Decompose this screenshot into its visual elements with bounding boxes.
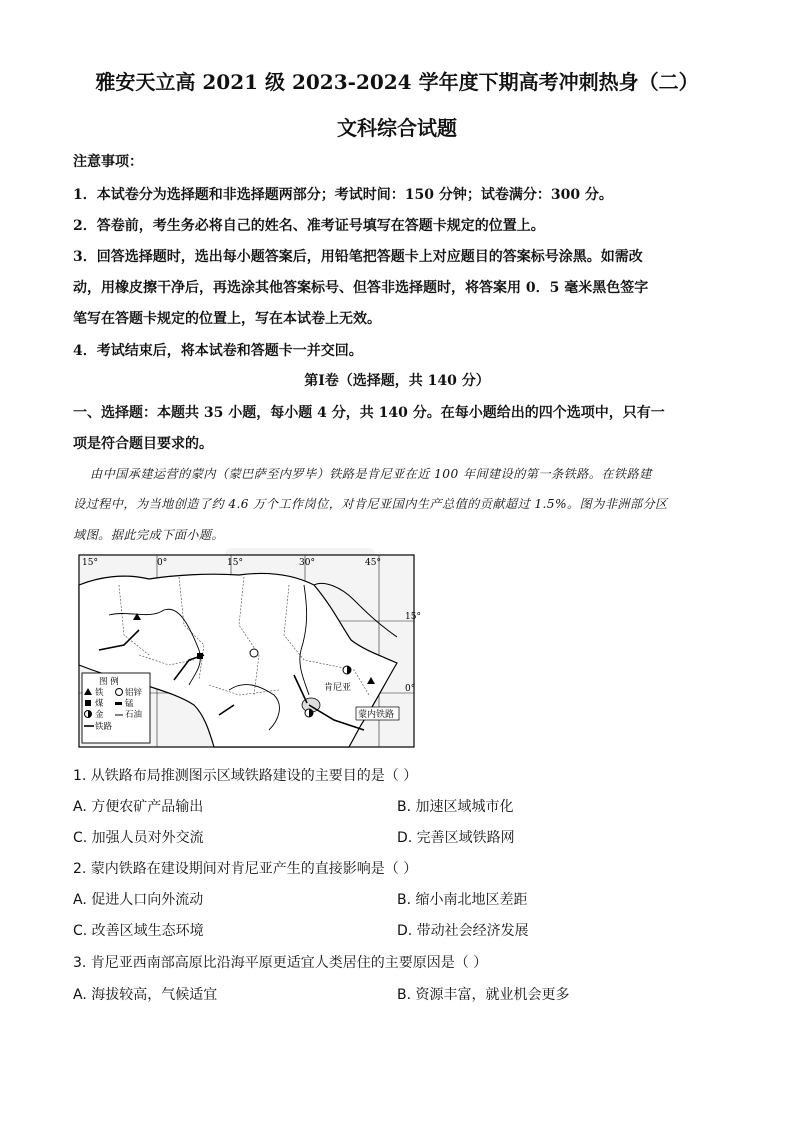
lon-label: 15° bbox=[227, 558, 243, 568]
notice-line-5: 笔写在答题卡规定的位置上，写在本试卷上无效。 bbox=[73, 311, 381, 327]
legend-item: 煤 bbox=[95, 699, 104, 709]
coal-symbol bbox=[197, 653, 203, 659]
legend-item: 石油 bbox=[125, 710, 143, 720]
lon-label: 45° bbox=[365, 558, 381, 568]
legend-item: 铁路 bbox=[95, 722, 113, 732]
section-instruction-1: 一、选择题：本题共 35 小题，每小题 4 分，共 140 分。在每小题给出的四个选项中，只有一 bbox=[73, 405, 665, 421]
q1-option-d[interactable]: D. 完善区域铁路网 bbox=[397, 830, 515, 846]
q2-option-b[interactable]: B. 缩小南北地区差距 bbox=[397, 892, 528, 908]
q3-option-a[interactable]: A. 海拔较高，气候适宜 bbox=[73, 987, 218, 1003]
lon-label: 15° bbox=[82, 558, 98, 568]
legend-title: 图 例 bbox=[99, 677, 119, 687]
q1-option-a[interactable]: A. 方便农矿产品输出 bbox=[73, 799, 204, 815]
notice-line-4: 动，用橡皮擦干净后，再选涂其他答案标号、但答非选择题时，将答案用 0．5 毫米黑色签字 bbox=[73, 280, 649, 296]
q1-option-b[interactable]: B. 加速区域城市化 bbox=[397, 799, 514, 815]
section-instruction-2: 项是符合题目要求的。 bbox=[73, 436, 213, 452]
q2-option-c[interactable]: C. 改善区域生态环境 bbox=[73, 923, 204, 939]
legend-item: 铁 bbox=[95, 688, 104, 698]
question-2-stem: 2. 蒙内铁路在建设期间对肯尼亚产生的直接影响是（ ） bbox=[73, 861, 418, 877]
lat-label: 0° bbox=[405, 684, 416, 694]
exam-title: 雅安天立高 2021 级 2023-2024 学年度下期高考冲刺热身（二） bbox=[95, 70, 699, 94]
q1-option-c[interactable]: C. 加强人员对外交流 bbox=[73, 830, 204, 846]
map-legend bbox=[82, 673, 150, 743]
passage-line-3: 域图。据此完成下面小题。 bbox=[73, 528, 225, 542]
notice-line-6: 4．考试结束后，将本试卷和答题卡一并交回。 bbox=[73, 343, 363, 359]
q2-option-d[interactable]: D. 带动社会经济发展 bbox=[397, 923, 529, 939]
lon-label: 30° bbox=[299, 558, 315, 568]
notice-line-1: 1．本试卷分为选择题和非选择题两部分；考试时间：150 分钟；试卷满分：300 分。 bbox=[73, 187, 613, 203]
notice-line-3: 3．回答选择题时，选出每小题答案后，用铅笔把答题卡上对应题目的答案标号涂黑。如需改 bbox=[73, 249, 643, 265]
legend-item: 铝锌 bbox=[125, 688, 143, 698]
legend-item: 锰 bbox=[125, 699, 134, 709]
lon-label: 0° bbox=[157, 558, 168, 568]
exam-subtitle: 文科综合试题 bbox=[337, 116, 457, 140]
section-title: 第Ⅰ卷（选择题，共 140 分） bbox=[304, 373, 490, 389]
question-1-stem: 1. 从铁路布局推测图示区域铁路建设的主要目的是（ ） bbox=[73, 768, 418, 784]
lat-label: 15° bbox=[405, 612, 421, 622]
africa-region-map bbox=[79, 555, 421, 747]
railway-label: 蒙内铁路 bbox=[358, 710, 395, 720]
legend-item: 金 bbox=[95, 710, 104, 720]
notice-line-2: 2．答卷前，考生务必将自己的姓名、准考证号填写在答题卡规定的位置上。 bbox=[73, 218, 545, 234]
q3-option-b[interactable]: B. 资源丰富，就业机会更多 bbox=[397, 987, 570, 1003]
kenya-label: 肯尼亚 bbox=[324, 683, 352, 693]
question-3-stem: 3. 肯尼亚西南部高原比沿海平原更适宜人类居住的主要原因是（ ） bbox=[73, 955, 488, 971]
lead-zinc-symbol bbox=[250, 649, 258, 657]
notice-heading: 注意事项： bbox=[73, 154, 143, 170]
passage-line-2: 设过程中，为当地创造了约 4.6 万个工作岗位，对肯尼亚国内生产总值的贡献超过 1.5%。图为非洲部分区 bbox=[73, 497, 668, 511]
q2-option-a[interactable]: A. 促进人口向外流动 bbox=[73, 892, 204, 908]
passage-line-1: 由中国承建运营的蒙内（蒙巴萨至内罗毕）铁路是肯尼亚在近 100 年间建设的第一条铁路。在铁路建 bbox=[90, 467, 652, 481]
